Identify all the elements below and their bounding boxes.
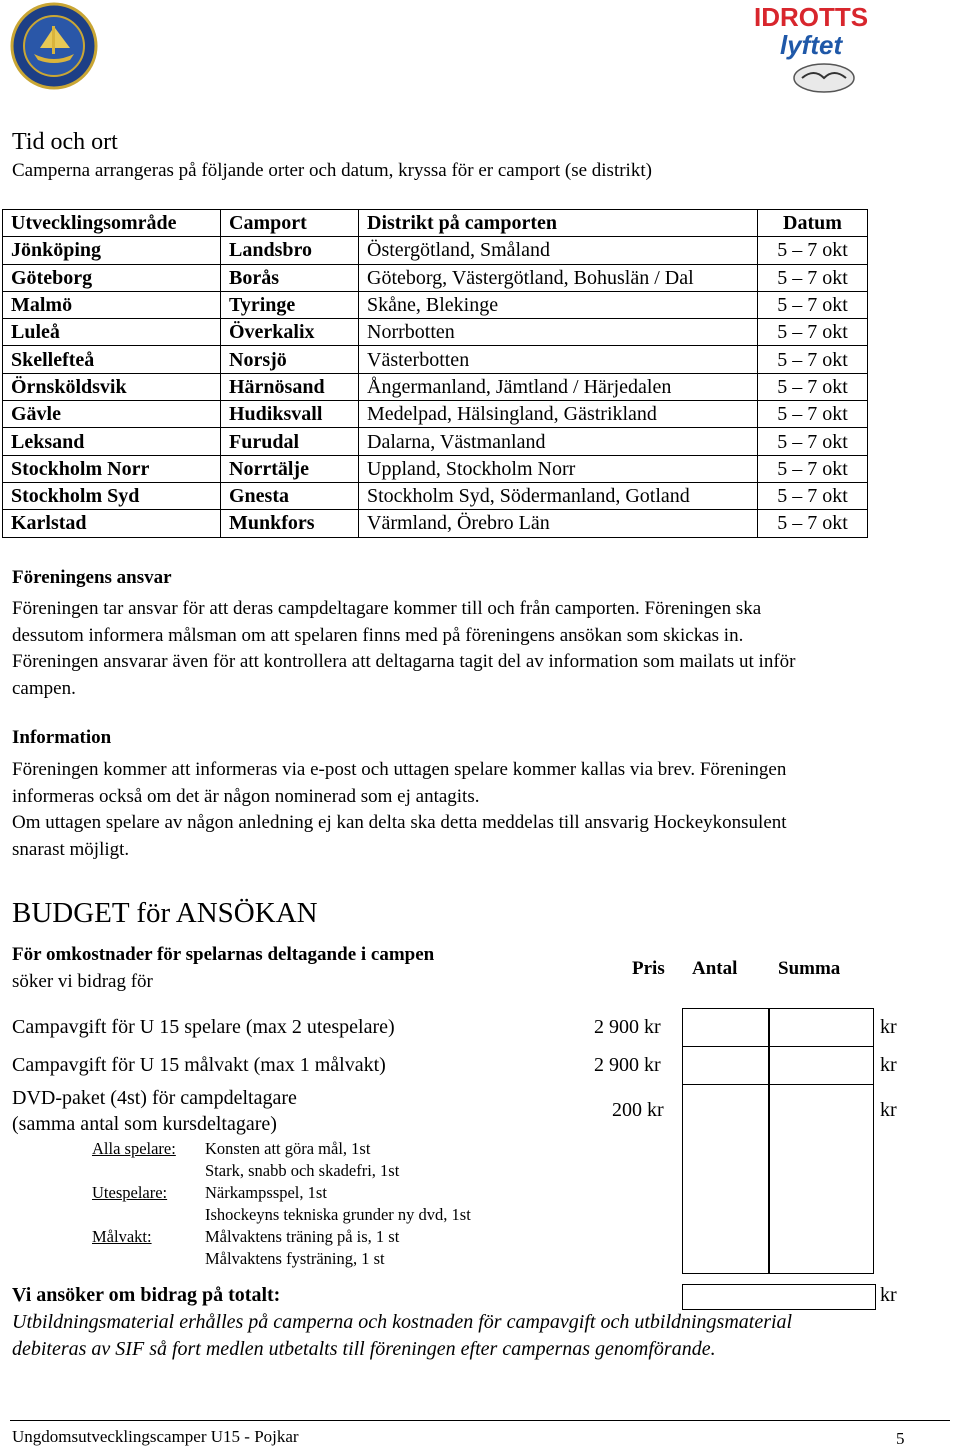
text-line: Om uttagen spelare av någon anledning ej kan delta ska detta meddelas till ansvarig Hockeykonsulent <box>12 812 787 833</box>
cell-datum: 5 – 7 okt <box>758 291 868 318</box>
table-row <box>3 373 868 400</box>
heading-information: Information <box>12 727 112 748</box>
cell-omrade: Göteborg <box>3 264 221 291</box>
cell-distrikt: Stockholm Syd, Södermanland, Gotland <box>359 482 758 509</box>
cell-distrikt: Östergötland, Småland <box>359 237 758 264</box>
cell-omrade: Karlstad <box>3 510 221 537</box>
cell-distrikt: Skåne, Blekinge <box>359 291 758 318</box>
table-row <box>3 482 868 509</box>
logo-text-idrotts: IDROTTS <box>754 2 869 32</box>
cell-camport: Överkalix <box>221 319 359 346</box>
cell-camport: Hudiksvall <box>221 401 359 428</box>
cell-distrikt: Medelpad, Hälsingland, Gästrikland <box>359 401 758 428</box>
budget-item-price: 2 900 kr <box>594 1016 661 1038</box>
cell-datum: 5 – 7 okt <box>758 510 868 537</box>
budget-item-unit: kr <box>880 1054 897 1076</box>
dvd-alla-label: Alla spelare: <box>92 1139 176 1158</box>
paragraph-foreningens-ansvar <box>12 596 957 702</box>
footer-title: Ungdomsutvecklingscamper U15 - Pojkar <box>12 1427 299 1446</box>
budget-item-price: 2 900 kr <box>594 1054 661 1076</box>
budget-item-price: 200 kr <box>612 1099 664 1121</box>
cell-datum: 5 – 7 okt <box>758 401 868 428</box>
header-distrikt: Distrikt på camporten <box>359 210 758 237</box>
logo-text-lyftet: lyftet <box>780 30 843 60</box>
table-row <box>3 510 868 537</box>
cell-distrikt: Värmland, Örebro Län <box>359 510 758 537</box>
cell-omrade: Skellefteå <box>3 346 221 373</box>
cell-omrade: Malmö <box>3 291 221 318</box>
cell-camport: Härnösand <box>221 373 359 400</box>
text-line: informeras också om det är någon nominerad som ej antagits. <box>12 785 480 807</box>
cell-datum: 5 – 7 okt <box>758 373 868 400</box>
cell-camport: Norsjö <box>221 346 359 373</box>
dvd-ute-2: Ishockeyns tekniska grunder ny dvd, 1st <box>205 1205 471 1224</box>
cell-datum: 5 – 7 okt <box>758 482 868 509</box>
table-header-row <box>3 210 868 237</box>
header-camport: Camport <box>221 210 359 237</box>
budget-intro: söker vi bidrag för <box>12 971 153 992</box>
cell-datum: 5 – 7 okt <box>758 319 868 346</box>
table-row <box>3 455 868 482</box>
grid-line <box>682 1084 874 1085</box>
cell-distrikt: Ångermanland, Jämtland / Härjedalen <box>359 373 758 400</box>
antal-column-box <box>682 1008 770 1274</box>
cell-omrade: Gävle <box>3 401 221 428</box>
budget-title: BUDGET för ANSÖKAN <box>12 897 318 929</box>
cell-datum: 5 – 7 okt <box>758 346 868 373</box>
budget-item-unit: kr <box>880 1099 897 1121</box>
dvd-alla-2: Stark, snabb och skadefri, 1st <box>205 1161 400 1180</box>
summa-column-box <box>768 1008 874 1274</box>
cell-distrikt: Västerbotten <box>359 346 758 373</box>
note-line-1: Utbildningsmaterial erhålles på camperna och kostnaden för campavgift och utbildningsmaterial <box>12 1311 793 1333</box>
budget-item-label: Campavgift för U 15 spelare (max 2 utespelare) <box>12 1016 395 1038</box>
footer-divider <box>10 1420 950 1421</box>
cell-datum: 5 – 7 okt <box>758 428 868 455</box>
total-box <box>682 1284 876 1310</box>
cell-omrade: Leksand <box>3 428 221 455</box>
header-datum: Datum <box>758 210 868 237</box>
sif-logo <box>10 2 98 90</box>
cell-omrade: Luleå <box>3 319 221 346</box>
table-row <box>3 428 868 455</box>
cell-datum: 5 – 7 okt <box>758 455 868 482</box>
budget-item-label-2: (samma antal som kursdeltagare) <box>12 1113 277 1135</box>
header-utvecklingsomrade: Utvecklingsområde <box>3 210 221 237</box>
dvd-ute-label: Utespelare: <box>92 1183 168 1202</box>
idrottslyftet-logo <box>750 2 896 98</box>
table-row <box>3 319 868 346</box>
cell-camport: Gnesta <box>221 482 359 509</box>
dvd-mv-label: Målvakt: <box>92 1227 152 1246</box>
table-row <box>3 264 868 291</box>
text-line: dessutom informera målsman om att spelaren finns med på föreningens ansökan som skickas in. <box>12 624 744 646</box>
text-line: Föreningen tar ansvar för att deras campdeltagare kommer till och från camporten. Föreningen ska <box>12 598 762 619</box>
cell-camport: Furudal <box>221 428 359 455</box>
heading-foreningens-ansvar: Föreningens ansvar <box>12 567 172 588</box>
cell-datum: 5 – 7 okt <box>758 264 868 291</box>
cell-omrade: Jönköping <box>3 237 221 264</box>
text-line: snarast möjligt. <box>12 838 130 860</box>
col-header-antal: Antal <box>692 958 738 979</box>
cell-distrikt: Dalarna, Västmanland <box>359 428 758 455</box>
cell-camport: Tyringe <box>221 291 359 318</box>
budget-item-unit: kr <box>880 1016 897 1038</box>
cell-distrikt: Göteborg, Västergötland, Bohuslän / Dal <box>359 264 758 291</box>
text-line: Föreningen kommer att informeras via e-post och uttagen spelare kommer kallas via brev. Föreningen <box>12 759 787 780</box>
table-row <box>3 291 868 318</box>
paragraph-information <box>12 757 957 863</box>
dvd-alla-1: Konsten att göra mål, 1st <box>205 1139 371 1158</box>
dvd-mv-2: Målvaktens fysträning, 1 st <box>205 1249 385 1268</box>
grid-line <box>682 1046 874 1047</box>
cell-camport: Borås <box>221 264 359 291</box>
table-row <box>3 401 868 428</box>
total-label: Vi ansöker om bidrag på totalt: <box>12 1284 281 1306</box>
cell-distrikt: Norrbotten <box>359 319 758 346</box>
col-header-pris: Pris <box>632 958 665 979</box>
budget-intro-bold: För omkostnader för spelarnas deltagande i campen <box>12 944 435 965</box>
text-line: Föreningen ansvarar även för att kontrollera att deltagarna tagit del av information som mailats ut inför <box>12 651 796 672</box>
table-row <box>3 346 868 373</box>
col-header-summa: Summa <box>778 958 841 979</box>
cell-datum: 5 – 7 okt <box>758 237 868 264</box>
budget-item-label: Campavgift för U 15 målvakt (max 1 målvakt) <box>12 1054 386 1076</box>
text-line: campen. <box>12 677 76 699</box>
cell-omrade: Stockholm Syd <box>3 482 221 509</box>
cell-omrade: Stockholm Norr <box>3 455 221 482</box>
cell-omrade: Örnsköldsvik <box>3 373 221 400</box>
dvd-mv-1: Målvaktens träning på is, 1 st <box>205 1227 400 1246</box>
note-line-2: debiteras av SIF så fort medlen utbetalts till föreningen efter campernas genomförande. <box>12 1338 716 1360</box>
dvd-ute-1: Närkampsspel, 1st <box>205 1183 327 1202</box>
total-unit: kr <box>880 1284 897 1306</box>
table-row <box>3 237 868 264</box>
cell-camport: Munkfors <box>221 510 359 537</box>
page-number: 5 <box>896 1429 905 1448</box>
cell-camport: Norrtälje <box>221 455 359 482</box>
budget-item-label: DVD-paket (4st) för campdeltagare <box>12 1087 297 1109</box>
section-subtitle: Camperna arrangeras på följande orter och datum, kryssa för er camport (se distrikt) <box>12 160 652 181</box>
camp-table <box>2 209 868 538</box>
cell-camport: Landsbro <box>221 237 359 264</box>
section-title-tid-och-ort: Tid och ort <box>12 129 118 155</box>
cell-distrikt: Uppland, Stockholm Norr <box>359 455 758 482</box>
